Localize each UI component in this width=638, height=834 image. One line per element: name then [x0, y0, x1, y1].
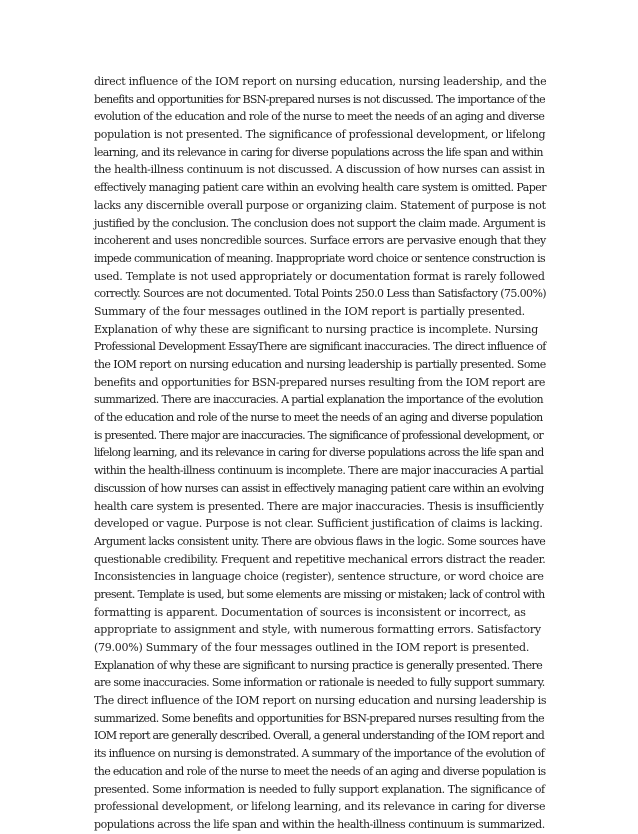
- text-line: Argument lacks consistent unity. There are obvious flaws in the logic. Some sources have: [94, 534, 546, 548]
- text-line: the education and role of the nurse to meet the needs of an aging and diverse population is: [94, 764, 546, 778]
- text-line: justified by the conclusion. The conclusion does not support the claim made. Argument is: [94, 216, 546, 230]
- body-paragraph: [94, 73, 546, 834]
- text-line: developed or vague. Purpose is not clear. Sufficient justification of claims is lacking.: [94, 517, 543, 531]
- text-line: correctly. Sources are not documented. Total Points 250.0 Less than Satisfactory (75.00%): [94, 287, 546, 301]
- text-line: lifelong learning, and its relevance in caring for diverse populations across the life span and: [94, 446, 544, 460]
- text-line: its influence on nursing is demonstrated. A summary of the importance of the evolution of: [94, 747, 545, 761]
- text-line: formatting is apparent. Documentation of sources is inconsistent or incorrect, as: [94, 605, 526, 619]
- text-line: The direct influence of the IOM report on nursing education and nursing leadership is: [94, 694, 547, 708]
- text-line: are some inaccuracies. Some information or rationale is needed to fully support summary.: [94, 676, 545, 690]
- text-line: learning, and its relevance in caring for diverse populations across the life span and within: [94, 145, 543, 159]
- text-line: benefits and opportunities for BSN-prepared nurses is not discussed. The importance of the: [94, 92, 545, 106]
- text-line: health care system is presented. There are major inaccuracies. Thesis is insufficiently: [94, 499, 544, 513]
- text-line: is presented. There major are inaccuracies. The significance of professional development, or: [94, 428, 544, 442]
- text-line: summarized. There are inaccuracies. A partial explanation the importance of the evolution: [94, 393, 543, 407]
- text-line: present. Template is used, but some elements are missing or mistaken; lack of control with: [94, 587, 545, 601]
- text-line: Summary of the four messages outlined in the IOM report is partially presented.: [94, 304, 525, 318]
- text-line: IOM report are generally described. Overall, a general understanding of the IOM report and: [94, 729, 545, 743]
- text-line: Inconsistencies in language choice (register), sentence structure, or word choice are: [94, 570, 544, 584]
- text-line: impede communication of meaning. Inappropriate word choice or sentence construction is: [94, 251, 545, 265]
- text-line: used. Template is not used appropriately or documentation format is rarely followed: [94, 269, 545, 283]
- text-line: incoherent and uses noncredible sources. Surface errors are pervasive enough that they: [94, 234, 546, 248]
- text-line: benefits and opportunities for BSN-prepared nurses resulting from the IOM report are: [94, 375, 546, 389]
- text-line: (79.00%) Summary of the four messages outlined in the IOM report is presented.: [94, 641, 530, 654]
- text-line: direct influence of the IOM report on nursing education, nursing leadership, and the: [94, 75, 547, 88]
- text-line: discussion of how nurses can assist in effectively managing patient care within an evolving: [94, 481, 544, 495]
- text-line: population is not presented. The significance of professional development, or lifelong: [94, 128, 546, 142]
- text-line: summarized. Some benefits and opportunities for BSN-prepared nurses resulting from the: [94, 711, 545, 725]
- text-line: the health-illness continuum is not discussed. A discussion of how nurses can assist in: [94, 163, 545, 177]
- text-line: lacks any discernible overall purpose or organizing claim. Statement of purpose is not: [94, 198, 546, 212]
- text-line: of the education and role of the nurse to meet the needs of an aging and diverse population: [94, 411, 543, 425]
- text-line: presented. Some information is needed to fully support explanation. The significance of: [94, 782, 545, 796]
- text-line: Explanation of why these are significant to nursing practice is generally presented. There: [94, 658, 543, 672]
- text-line: populations across the life span and within the health-illness continuum is summarized.: [94, 817, 545, 831]
- text-line: Explanation of why these are significant to nursing practice is incomplete. Nursing: [94, 322, 538, 336]
- text-line: the IOM report on nursing education and nursing leadership is partially presented. Some: [94, 358, 546, 371]
- text-line: Professional Development EssayThere are significant inaccuracies. The direct influence of: [94, 340, 546, 354]
- text-line: within the health-illness continuum is incomplete. There are major inaccuracies A partial: [94, 464, 544, 478]
- text-line: questionable credibility. Frequent and repetitive mechanical errors distract the reader.: [94, 552, 546, 566]
- text-line: appropriate to assignment and style, with numerous formatting errors. Satisfactory: [94, 623, 541, 637]
- text-line: effectively managing patient care within an evolving health care system is omitted. Paper: [94, 181, 546, 195]
- text-line: professional development, or lifelong learning, and its relevance in caring for diverse: [94, 800, 546, 814]
- text-line: evolution of the education and role of the nurse to meet the needs of an aging and diverse: [94, 110, 545, 124]
